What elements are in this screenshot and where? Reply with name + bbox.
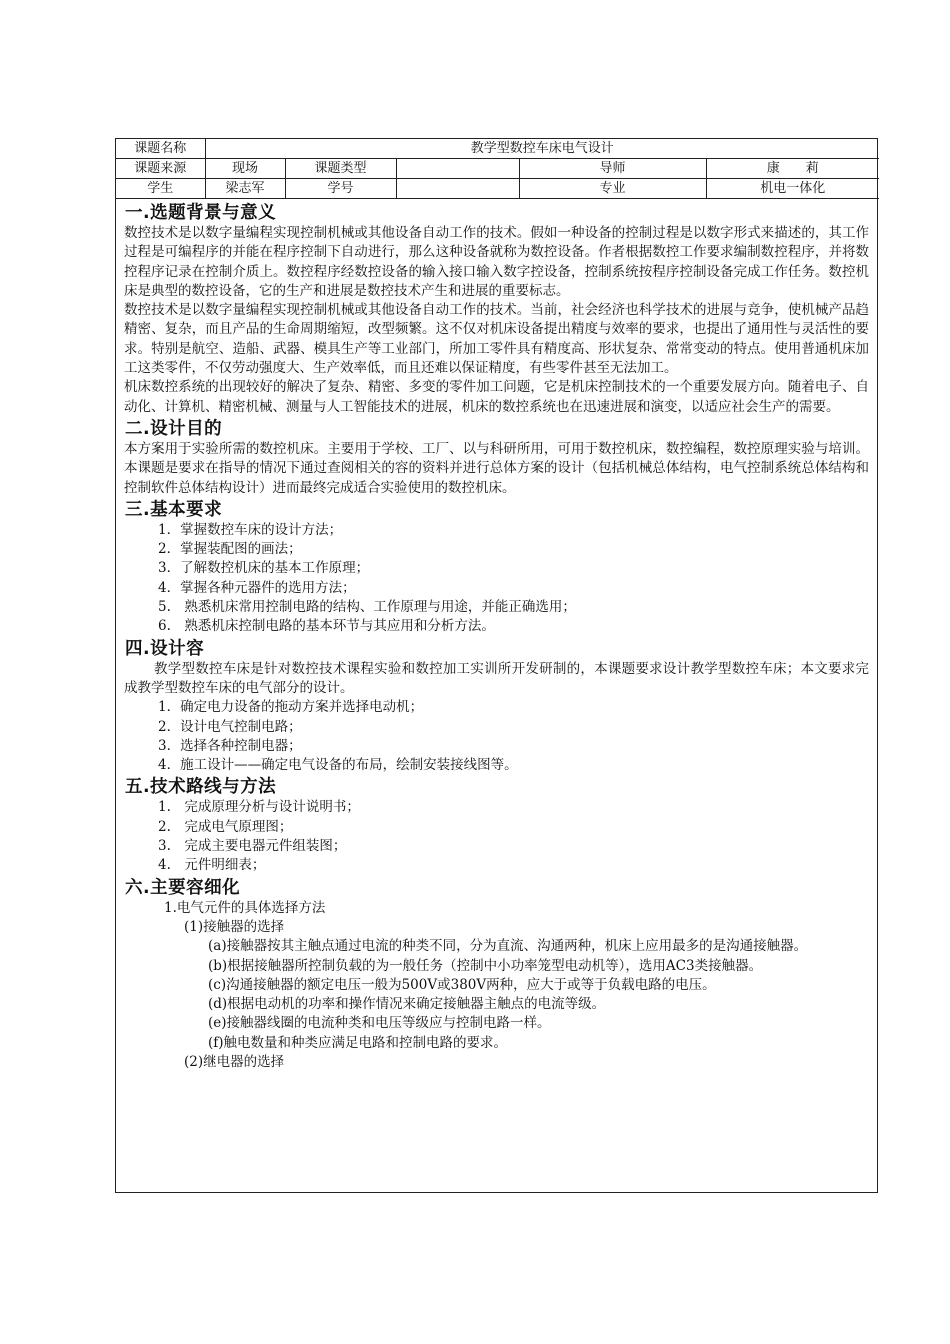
outline-item: (f)触电数量和种类应满足电路和控制电路的要求。	[208, 1034, 508, 1051]
list-item: 3．选择各种控制电器；	[158, 737, 302, 754]
outline-item: (a)接触器按其主触点通过电流的种类不同，分为直流、沟通两种，机床上应用最多的是沟通接触器。	[208, 938, 808, 955]
header-row-student	[116, 179, 879, 199]
outline-item: (b)根据接触器所控制负载的为一般任务（控制中小功率笼型电动机等），选用AC3类接触器。	[208, 957, 763, 974]
label-major: 专业	[519, 179, 706, 199]
label-student: 学生	[116, 179, 205, 199]
id-value	[396, 179, 519, 199]
list-item: 1．确定电力设备的拖动方案并选择电动机；	[158, 699, 424, 716]
outline-item: (c)沟通接触器的额定电压一般为500V或380V两种，应大于或等于负载电路的电压。	[208, 976, 716, 993]
paragraph: 本方案用于实验所需的数控机床。主要用于学校、工厂、以与科研所用，可用于数控机床，数控编程，数控原理实验与培训。本课题是要求在指导的情况下通过查阅相关的容的资料并进行总体方案的设计（包括机械总体结构，电气控制系统总体结构和控制软件总体结构设计）进而最终完成适合实验使用的数控机床。	[124, 440, 869, 496]
paragraph: 数控技术是以数字量编程实现控制机械或其他设备自动工作的技术。当前，社会经济也科学技术的进展与竞争，使机械产品趋精密、复杂，而且产品的生命周期缩短，改型频繁。这不仅对机床设备提出精度与效率的要求，也提出了通用性与灵活性的要求。特别是航空、造船、武器、模具生产等工业部门，所加工零件具有精度高、形状复杂、常常变动的特点。使用普通机床加工这类零件，不仅劳动强度大、生产效率低，而且还难以保证精度，有些零件甚至无法加工。	[124, 302, 869, 377]
form-frame	[115, 138, 878, 1193]
list-item: 1．掌握数控车床的设计方法；	[158, 521, 343, 538]
list-item: 4．施工设计——确定电气设备的布局，绘制安装接线图等。	[158, 757, 518, 774]
header-table	[116, 139, 879, 199]
section-heading: 一.选题背景与意义	[125, 203, 277, 223]
section-heading: 二.设计目的	[125, 418, 223, 439]
source-value: 现场	[205, 159, 285, 179]
list-item: 4．掌握各种元器件的选用方法；	[158, 579, 356, 596]
section-heading: 三.基本要求	[125, 499, 223, 520]
label-type: 课题类型	[285, 159, 396, 179]
section-heading: 四.设计容	[125, 638, 205, 659]
outline-item: (1)接触器的选择	[184, 918, 285, 935]
major-value: 机电一体化	[706, 179, 879, 199]
list-item: 2．设计电气控制电路；	[158, 718, 302, 735]
list-item: 1. 完成原理分析与设计说明书；	[158, 799, 360, 816]
label-topic: 课题名称	[116, 139, 205, 159]
outline-item: (2)继电器的选择	[184, 1053, 285, 1070]
outline-item: (e)接触器线圈的电流种类和电压等级应与控制电路一样。	[208, 1015, 551, 1032]
section-heading: 五.技术路线与方法	[125, 777, 277, 798]
list-item: 5. 熟悉机床常用控制电路的结构、工作原理与用途，并能正确选用；	[158, 599, 576, 616]
label-advisor: 导师	[519, 159, 706, 179]
list-item: 4. 元件明细表；	[158, 857, 266, 874]
outline-item: 1.电气元件的具体选择方法	[164, 899, 326, 916]
student-value: 梁志军	[205, 179, 285, 199]
topic-value: 教学型数控车床电气设计	[205, 139, 879, 159]
list-item: 6. 熟悉机床控制电路的基本环节与其应用和分析方法。	[158, 618, 495, 635]
list-item: 3. 完成主要电器元件组装图；	[158, 838, 347, 855]
advisor-value: 康 莉	[706, 159, 879, 179]
paragraph: 机床数控系统的出现较好的解决了复杂、精密、多变的零件加工问题，它是机床控制技术的一个重要发展方向。随着电子、自动化、计算机、精密机械、测量与人工智能技术的进展，机床的数控系统也在迅速进展和演变，以适应社会生产的需要。	[124, 379, 869, 415]
list-item: 3．了解数控机床的基本工作原理；	[158, 560, 370, 577]
label-id: 学号	[285, 179, 396, 199]
list-item: 2．掌握装配图的画法；	[158, 541, 302, 558]
outline-item: (d)根据电动机的功率和操作情况来确定接触器主触点的电流等级。	[208, 996, 606, 1013]
list-item: 2. 完成电气原理图；	[158, 818, 293, 835]
label-source: 课题来源	[116, 159, 205, 179]
header-row-topic	[116, 139, 879, 159]
paragraph: 数控技术是以数字量编程实现控制机械或其他设备自动工作的技术。假如一种设备的控制过程是以数字形式来描述的，其工作过程是可编程序的并能在程序控制下自动进行，那么这种设备就称为数控设备。作者根据数控工作要求编制数控程序，并将数控程序记录在控制介质上。数控程序经数控设备的输入接口输入数字控设备，控制系统按程序控制设备完成工作任务。数控机床是典型的数控设备，它的生产和进展是数控技术产生和进展的重要标志。	[124, 225, 869, 299]
paragraph: 教学型数控车床是针对数控技术课程实验和数控加工实训所开发研制的，本课题要求设计教学型数控车床；本文要求完成教学型数控车床的电气部分的设计。	[124, 660, 869, 696]
content-body	[116, 199, 877, 1072]
type-value	[396, 159, 519, 179]
header-row-source	[116, 159, 879, 179]
section-heading: 六.主要容细化	[125, 877, 241, 898]
